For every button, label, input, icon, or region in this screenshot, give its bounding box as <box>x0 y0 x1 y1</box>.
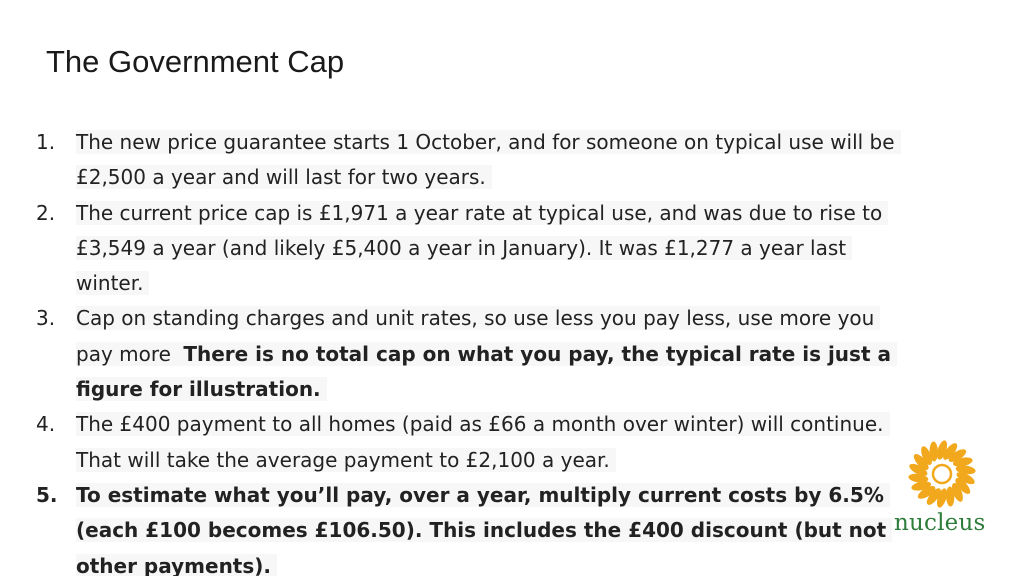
list-number: 4. <box>36 412 56 437</box>
slide-title: The Government Cap <box>46 44 345 79</box>
list-text-regular: The current price cap is £1,971 a year rate at typical use, and was due to rise to £3,549 a year (and likely £5,400 a year in January). It was £1,277 a year last winter. <box>76 201 888 296</box>
list-item-4 <box>30 407 910 478</box>
cap-points-list <box>30 125 910 576</box>
list-item-1 <box>30 125 910 196</box>
list-text-bold: There is no total cap on what you pay, the typical rate is just a figure for illustration. <box>76 342 897 401</box>
list-text <box>76 125 910 196</box>
list-text-regular: The new price guarantee starts 1 October, and for someone on typical use will be £2,500 a year and will last for two years. <box>76 130 901 189</box>
list-item-3 <box>30 301 910 407</box>
list-item-5 <box>30 478 910 576</box>
list-text-regular: Cap on standing charges and unit rates, so use less you pay less, use more you pay more <box>76 306 880 365</box>
list-text <box>76 196 910 302</box>
list-text-regular: The £400 payment to all homes (paid as £66 a month over winter) will continue. That will take the average payment to £2,100 a year. <box>76 412 890 471</box>
list-text <box>76 407 910 478</box>
list-number: 2. <box>36 200 56 225</box>
list-text-bold: To estimate what you’ll pay, over a year, multiply current costs by 6.5% (each £100 becomes £106.50). This includes the £400 discount (but not other payments). <box>76 483 892 576</box>
list-text <box>76 301 910 407</box>
sunburst-logo-icon <box>908 440 976 508</box>
logo-wordmark: nucleus <box>894 510 986 536</box>
list-number: 1. <box>36 130 56 154</box>
list-number: 5. <box>36 482 58 507</box>
nucleus-logo <box>894 440 994 540</box>
list-number: 3. <box>36 306 56 331</box>
list-text <box>76 478 910 576</box>
list-item-2 <box>30 196 910 302</box>
